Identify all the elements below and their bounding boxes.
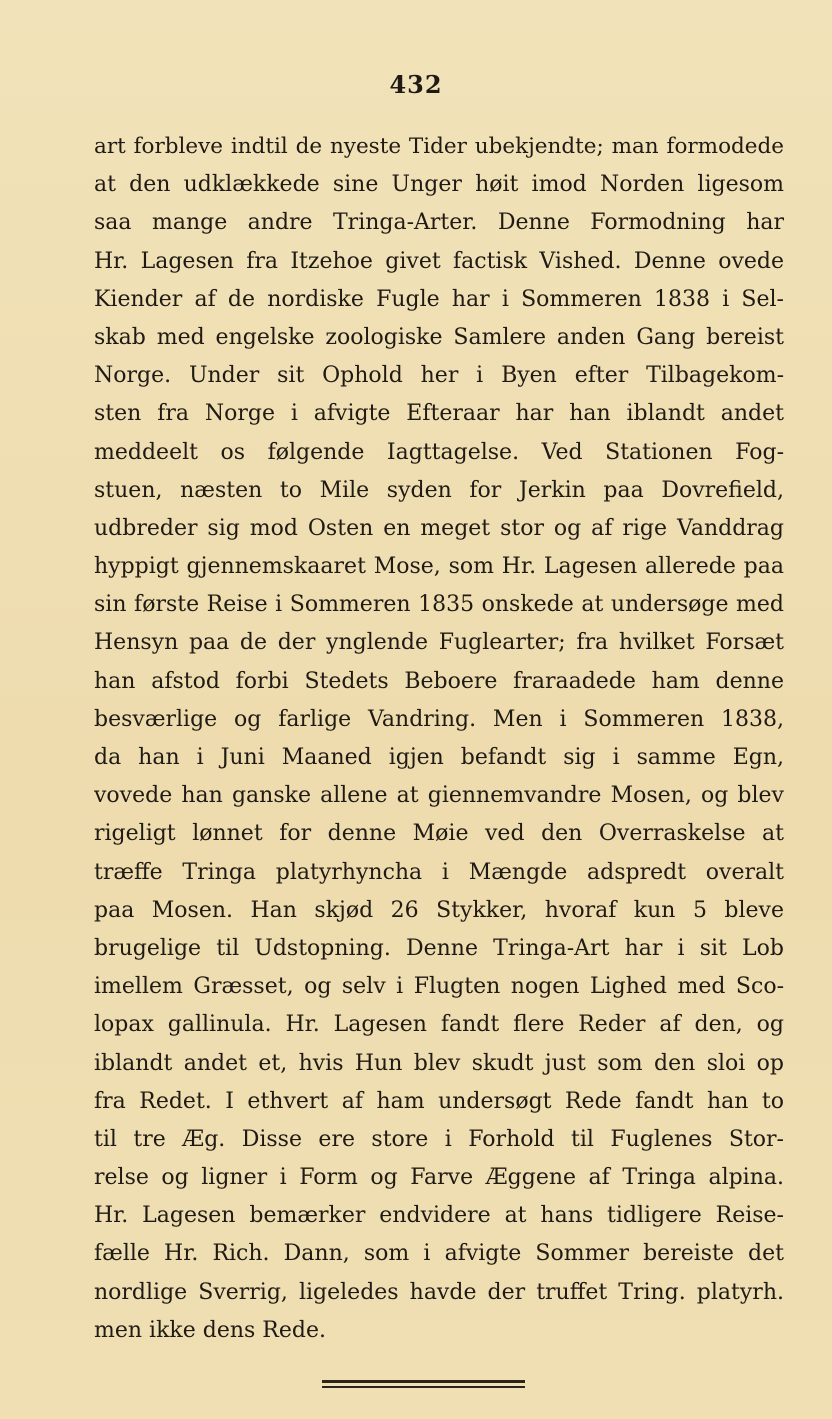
text-line: da han i Juni Maaned igjen befandt sig i samme Egn, [94, 745, 784, 770]
text-line: træffe Tringa platyrhyncha i Mængde adspredt overalt [94, 859, 784, 885]
text-line: sin første Reise i Sommeren 1835 onskede at undersøge med [94, 592, 784, 618]
text-line: brugelige til Udstopning. Denne Tringa-Art har i sit Lob [94, 935, 784, 961]
text-line: til tre Æg. Disse ere store i Forhold til Fuglenes Stor- [94, 1126, 784, 1152]
end-rule-thick [322, 1380, 525, 1383]
text-line: meddeelt os følgende Iagttagelse. Ved Stationen Fog- [94, 439, 784, 465]
text-line: Hr. Lagesen fra Itzehoe givet factisk Vished. Denne ovede [94, 248, 784, 274]
end-rule [322, 1380, 525, 1390]
text-line: men ikke dens Rede. [94, 1317, 326, 1343]
text-line: relse og ligner i Form og Farve Æggene af Tringa alpina. [94, 1165, 784, 1191]
text-line: besværlige og farlige Vandring. Men i Sommeren 1838, [94, 706, 784, 732]
text-line: Kiender af de nordiske Fugle har i Sommeren 1838 i Sel- [94, 286, 784, 312]
text-line: Hr. Lagesen bemærker endvidere at hans tidligere Reise- [94, 1203, 784, 1229]
end-rule-thin [322, 1386, 525, 1388]
text-line: hyppigt gjennemskaaret Mose, som Hr. Lagesen allerede paa [94, 554, 784, 580]
text-line: at den udklækkede sine Unger høit imod Norden ligesom [94, 172, 784, 198]
text-line: skab med engelske zoologiske Samlere anden Gang bereist [94, 324, 784, 350]
text-line: iblandt andet et, hvis Hun blev skudt just som den sloi op [94, 1050, 784, 1076]
text-line: sten fra Norge i afvigte Efteraar har han iblandt andet [94, 401, 784, 427]
text-line: saa mange andre Tringa-Arter. Denne Formodning har [94, 210, 784, 236]
text-line: vovede han ganske allene at giennemvandre Mosen, og blev [94, 783, 784, 809]
text-line: stuen, næsten to Mile syden for Jerkin paa Dovrefield, [94, 477, 784, 503]
text-line: Norge. Under sit Ophold her i Byen efter Tilbagekom- [94, 363, 784, 389]
text-line: paa Mosen. Han skjød 26 Stykker, hvoraf kun 5 bleve [94, 897, 784, 923]
text-line: rigeligt lønnet for denne Møie ved den Overraskelse at [94, 821, 784, 847]
text-line: fra Redet. I ethvert af ham undersøgt Rede fandt han to [94, 1088, 784, 1114]
text-line: lopax gallinula. Hr. Lagesen fandt flere Reder af den, og [94, 1012, 784, 1038]
text-line: fælle Hr. Rich. Dann, som i afvigte Sommer bereiste det [94, 1241, 784, 1267]
text-line: udbreder sig mod Osten en meget stor og af rige Vanddrag [94, 515, 784, 541]
text-line: Hensyn paa de der ynglende Fuglearter; fra hvilket Forsæt [94, 630, 784, 656]
body-text [94, 128, 784, 1350]
text-line: imellem Græsset, og selv i Flugten nogen Lighed med Sco- [94, 974, 784, 1000]
text-line: art forbleve indtil de nyeste Tider ubekjendte; man formodede [94, 134, 784, 159]
page-number: 432 [389, 70, 443, 99]
text-line: nordlige Sverrig, ligeledes havde der truffet Tring. platyrh. [94, 1279, 784, 1305]
text-line: han afstod forbi Stedets Beboere fraraadede ham denne [94, 668, 784, 694]
